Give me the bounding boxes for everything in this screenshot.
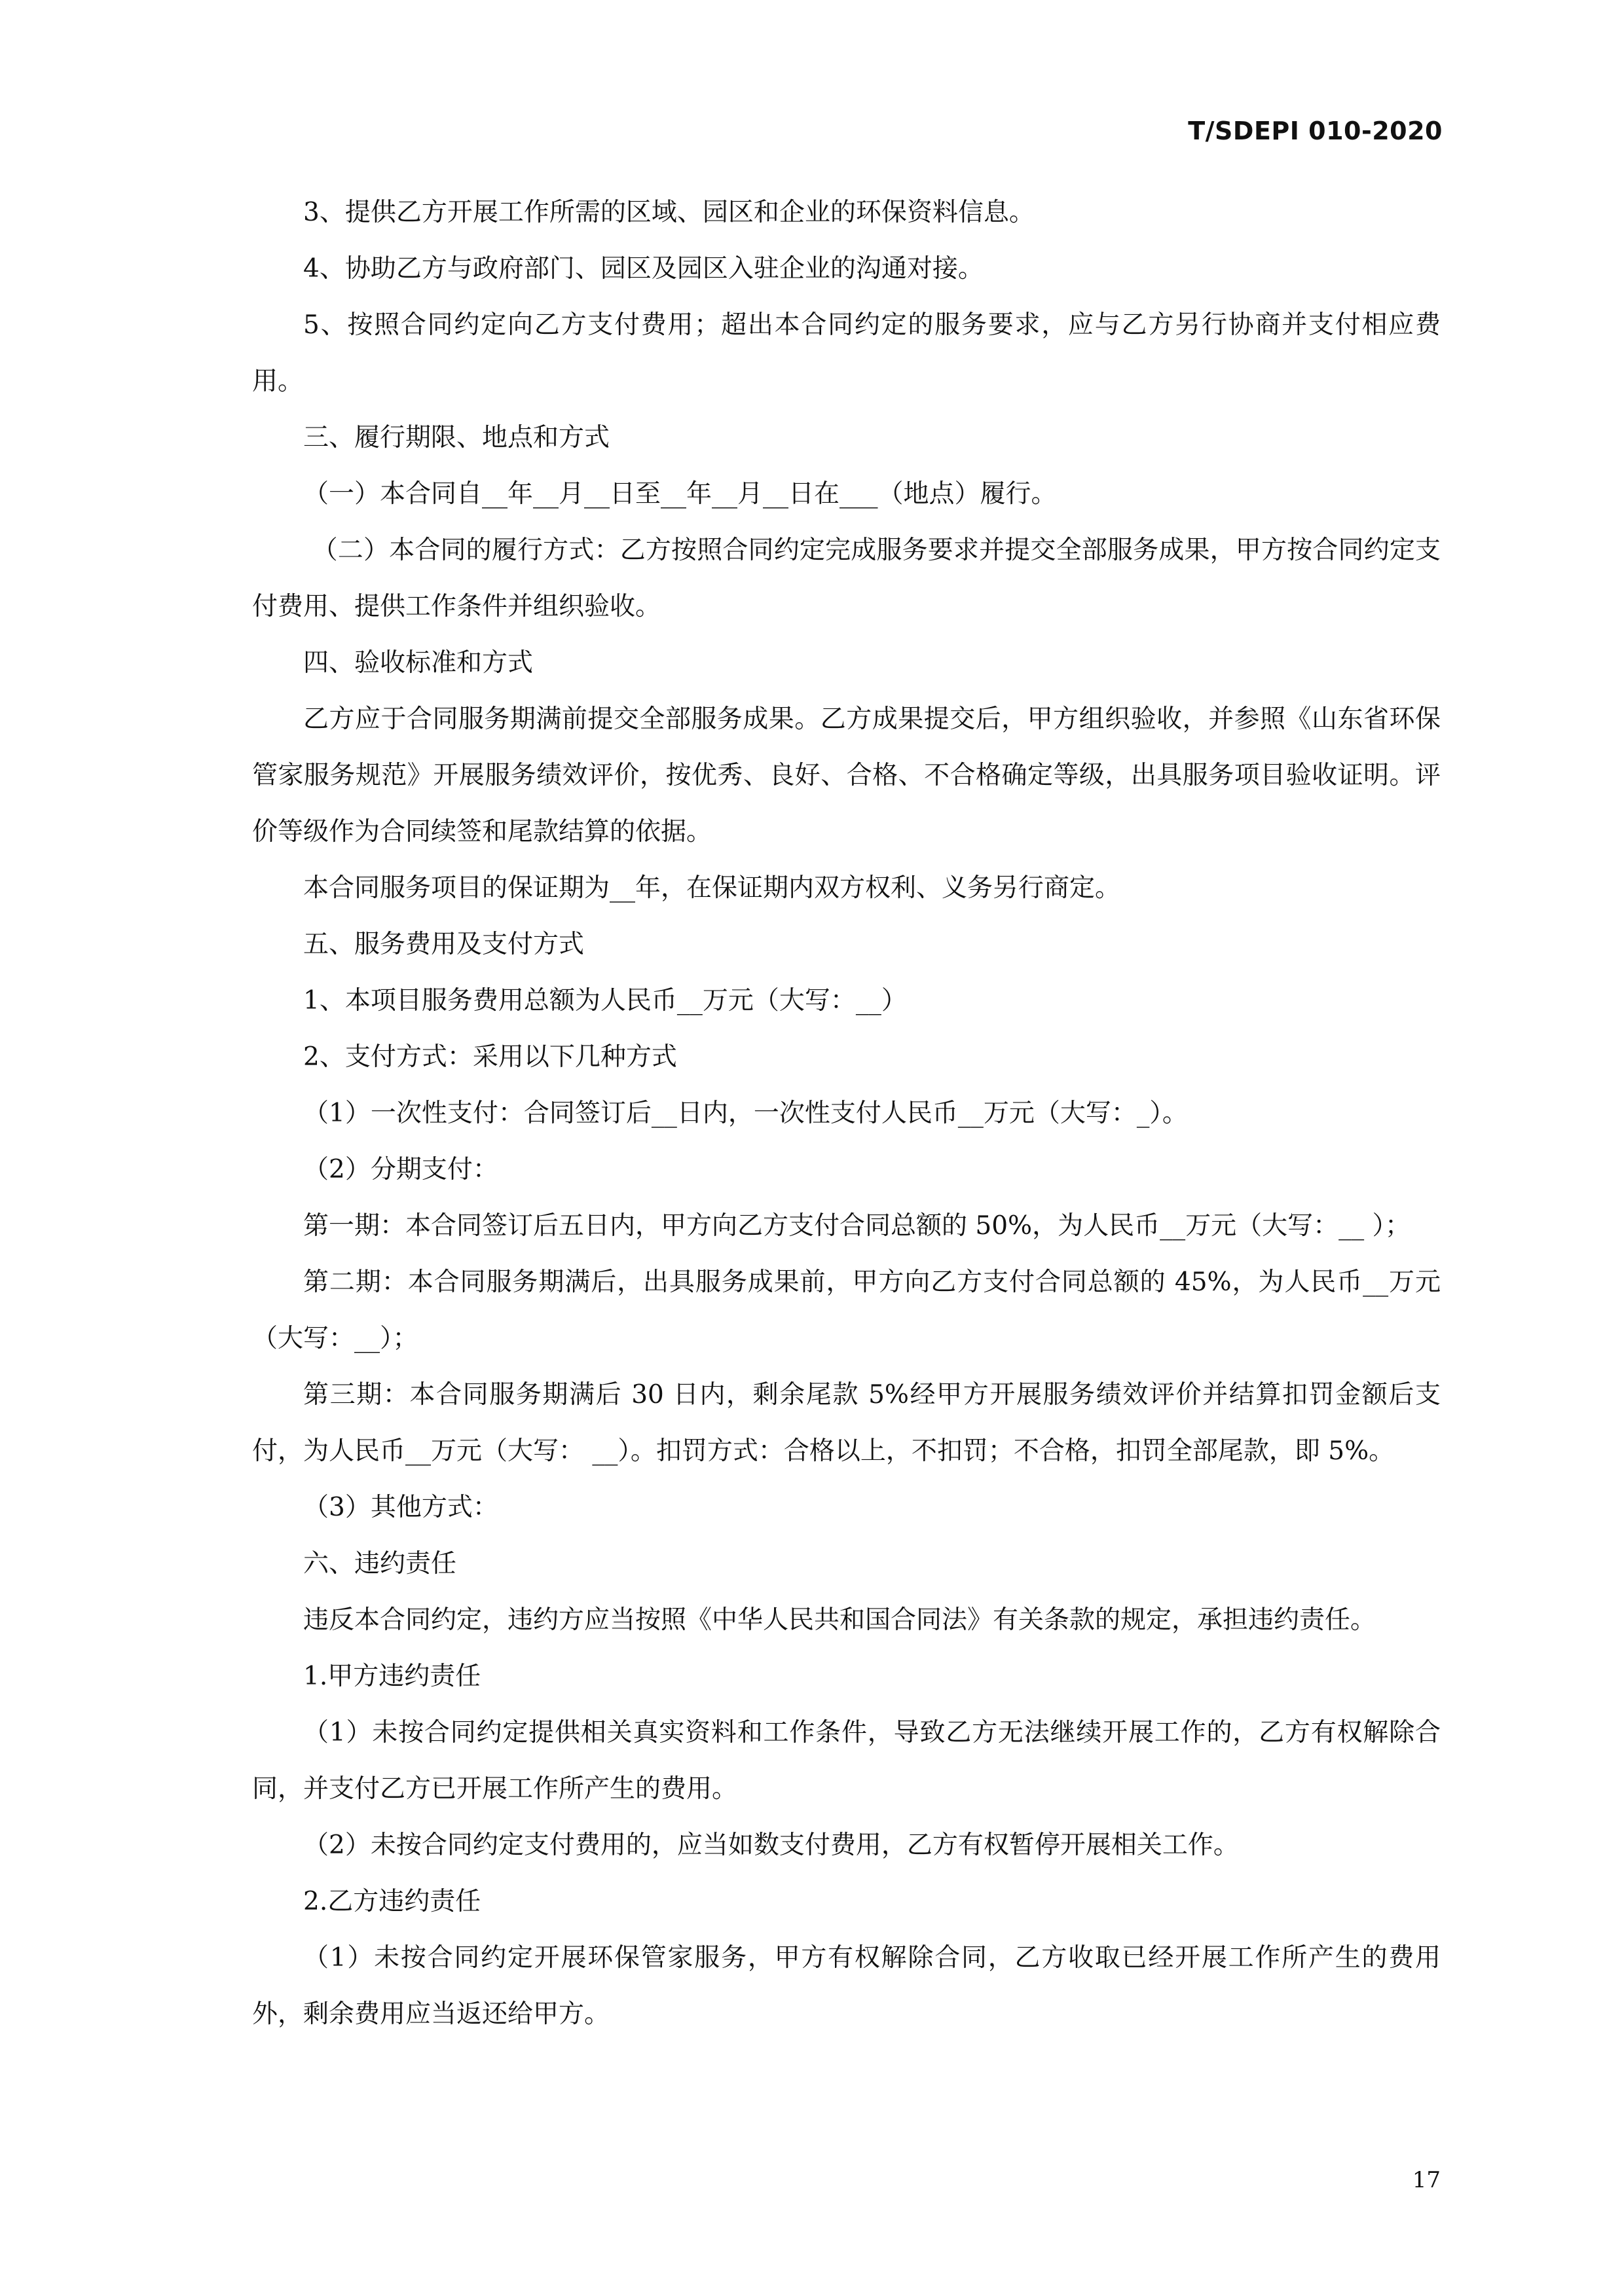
paragraph-fee-total: 1、本项目服务费用总额为人民币__万元（大写：__） bbox=[303, 986, 907, 1015]
section-heading-acceptance: 四、验收标准和方式 bbox=[303, 648, 534, 678]
section-heading-liability: 六、违约责任 bbox=[303, 1549, 457, 1578]
paragraph-warranty: 本合同服务项目的保证期为__年，在保证期内双方权利、义务另行商定。 bbox=[303, 873, 1121, 903]
paragraph-obligation-5: 5、按照合同约定向乙方支付费用；超出本合同约定的服务要求，应与乙方另行协商并支付相应费用。 bbox=[252, 310, 1441, 396]
page-number: 17 bbox=[1412, 2167, 1441, 2193]
section-heading-fees: 五、服务费用及支付方式 bbox=[303, 930, 585, 959]
paragraph-installments: （2）分期支付： bbox=[303, 1155, 498, 1184]
paragraph-installment-3: 第三期：本合同服务期满后 30 日内，剩余尾款 5%经甲方开展服务绩效评价并结算扣罚金额后支付，为人民币__万元（大写： __）。扣罚方式：合格以上，不扣罚；不合格，扣罚全部尾款，即 5%。 bbox=[252, 1380, 1441, 1466]
paragraph-acceptance: 乙方应于合同服务期满前提交全部服务成果。乙方成果提交后，甲方组织验收，并参照《山东省环保管家服务规范》开展服务绩效评价，按优秀、良好、合格、不合格确定等级，出具服务项目验收证明。评价等级作为合同续签和尾款结算的依据。 bbox=[252, 704, 1441, 847]
subheading-party-a-liability: 1.甲方违约责任 bbox=[303, 1662, 481, 1691]
paragraph-installment-2: 第二期：本合同服务期满后，出具服务成果前，甲方向乙方支付合同总额的 45%，为人民币__万元（大写：__）； bbox=[252, 1267, 1441, 1353]
paragraph-payment-method: 2、支付方式：采用以下几种方式 bbox=[303, 1042, 677, 1072]
paragraph-party-a-liability-1: （1）未按合同约定提供相关真实资料和工作条件，导致乙方无法继续开展工作的，乙方有权解除合同，并支付乙方已开展工作所产生的费用。 bbox=[252, 1718, 1441, 1804]
paragraph-lump-sum: （1）一次性支付：合同签订后__日内，一次性支付人民币__万元（大写：_）。 bbox=[303, 1099, 1188, 1128]
paragraph-performance-period: （一）本合同自__年__月__日至__年__月__日在___（地点）履行。 bbox=[303, 479, 1057, 509]
section-heading-performance: 三、履行期限、地点和方式 bbox=[303, 423, 610, 452]
document-body bbox=[252, 185, 1441, 2043]
paragraph-party-a-liability-2: （2）未按合同约定支付费用的，应当如数支付费用，乙方有权暂停开展相关工作。 bbox=[303, 1831, 1239, 1860]
paragraph-obligation-4: 4、协助乙方与政府部门、园区及园区入驻企业的沟通对接。 bbox=[303, 254, 984, 283]
document-code: T/SDEPI 010-2020 bbox=[1188, 117, 1443, 145]
paragraph-installment-1: 第一期：本合同签订后五日内，甲方向乙方支付合同总额的 50%，为人民币__万元（大写：__ ）； bbox=[303, 1211, 1411, 1241]
paragraph-party-b-liability-1: （1）未按合同约定开展环保管家服务，甲方有权解除合同，乙方收取已经开展工作所产生的费用外，剩余费用应当返还给甲方。 bbox=[252, 1943, 1441, 2029]
paragraph-other-methods: （3）其他方式： bbox=[303, 1493, 498, 1522]
paragraph-liability-general: 违反本合同约定，违约方应当按照《中华人民共和国合同法》有关条款的规定，承担违约责任。 bbox=[303, 1605, 1376, 1635]
paragraph-obligation-3: 3、提供乙方开展工作所需的区域、园区和企业的环保资料信息。 bbox=[303, 198, 1035, 227]
subheading-party-b-liability: 2.乙方违约责任 bbox=[303, 1887, 481, 1916]
paragraph-performance-method: （二）本合同的履行方式：乙方按照合同约定完成服务要求并提交全部服务成果，甲方按合同约定支付费用、提供工作条件并组织验收。 bbox=[252, 536, 1441, 621]
